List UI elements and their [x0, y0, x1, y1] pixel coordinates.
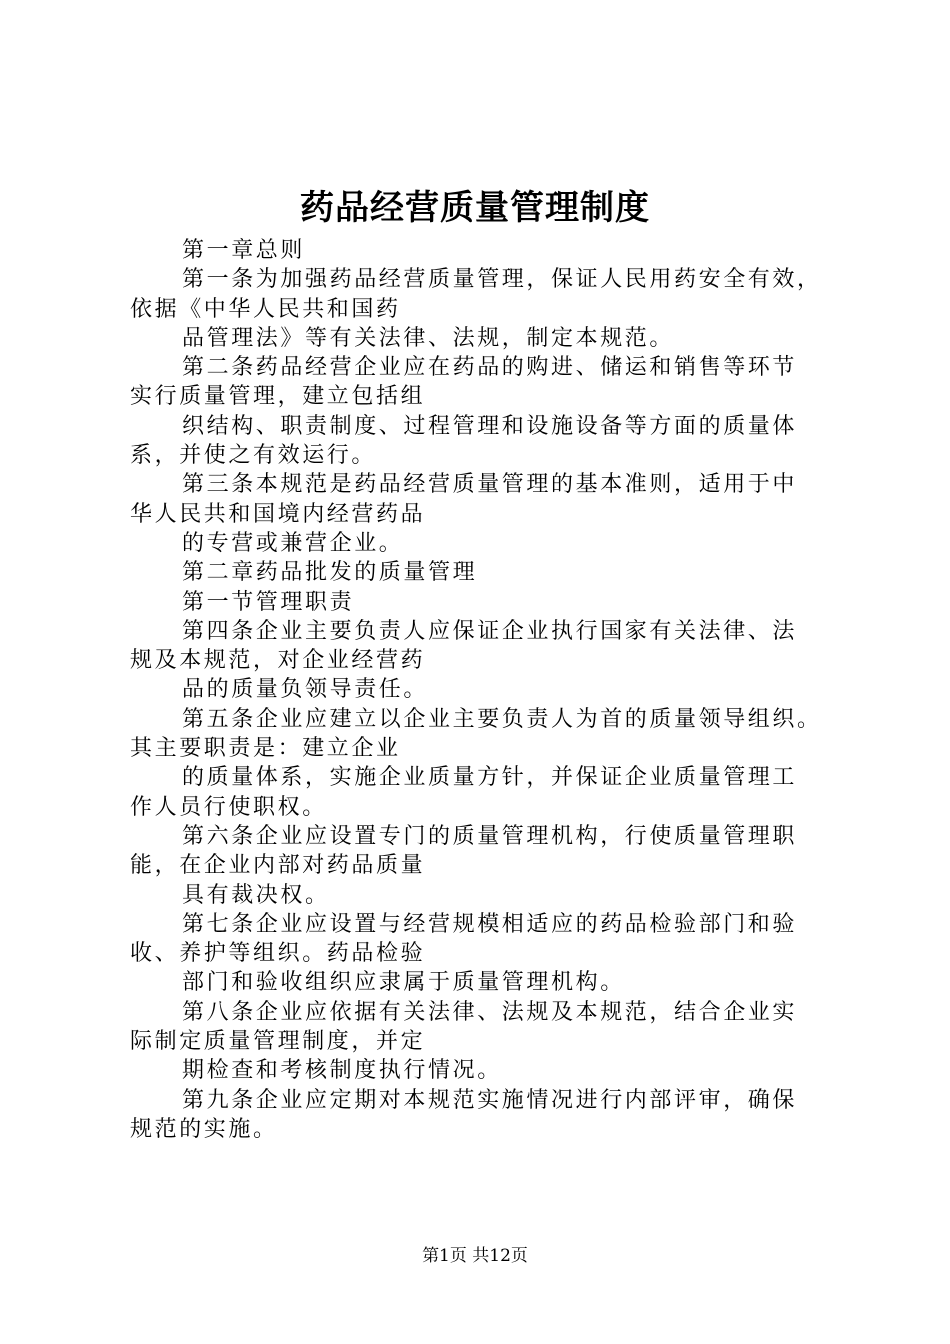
document-body: [130, 236, 845, 1144]
page-footer: 第1页 共12页: [422, 1246, 528, 1266]
body-line: 第六条企业应设置专门的质量管理机构，行使质量管理职: [182, 823, 798, 849]
body-line: 第二条药品经营企业应在药品的购进、储运和销售等环节: [182, 355, 798, 381]
body-line: 第一节管理职责: [182, 589, 355, 615]
body-line: 具有裁决权。: [182, 882, 330, 908]
body-line: 的专营或兼营企业。: [182, 530, 404, 556]
body-line: 的质量体系，实施企业质量方针，并保证企业质量管理工: [182, 765, 798, 791]
body-line: 第九条企业应定期对本规范实施情况进行内部评审，确保: [182, 1087, 798, 1113]
body-line: 第三条本规范是药品经营质量管理的基本准则，适用于中: [182, 472, 798, 498]
body-line: 规范的实施。: [130, 1116, 278, 1142]
document-title: 药品经营质量管理制度: [300, 188, 650, 228]
body-line: 实行质量管理，建立包括组: [130, 384, 426, 410]
body-line: 第八条企业应依据有关法律、法规及本规范，结合企业实: [182, 999, 798, 1025]
body-line: 品管理法》等有关法律、法规，制定本规范。: [182, 325, 675, 351]
body-line: 第四条企业主要负责人应保证企业执行国家有关法律、法: [182, 618, 798, 644]
body-line: 系，并使之有效运行。: [130, 443, 377, 469]
body-line: 第二章药品批发的质量管理: [182, 560, 478, 586]
body-line: 际制定质量管理制度，并定: [130, 1029, 426, 1055]
body-line: 收、养护等组织。药品检验: [130, 941, 426, 967]
body-line: 第五条企业应建立以企业主要负责人为首的质量领导组织。: [182, 706, 822, 732]
body-line: 华人民共和国境内经营药品: [130, 501, 426, 527]
body-line: 第一章总则: [182, 238, 306, 263]
body-line: 依据《中华人民共和国药: [130, 296, 401, 322]
body-line: 能，在企业内部对药品质量: [130, 853, 426, 879]
body-line: 作人员行使职权。: [130, 794, 327, 820]
body-line: 第七条企业应设置与经营规模相适应的药品检验部门和验: [182, 911, 798, 937]
body-line: 其主要职责是：建立企业: [130, 736, 401, 762]
body-line: 品的质量负领导责任。: [182, 677, 429, 703]
body-line: 织结构、职责制度、过程管理和设施设备等方面的质量体: [182, 413, 798, 439]
body-line: 第一条为加强药品经营质量管理，保证人民用药安全有效，: [182, 267, 822, 293]
body-line: 期检查和考核制度执行情况。: [182, 1058, 502, 1084]
body-line: 规及本规范，对企业经营药: [130, 648, 426, 674]
body-line: 部门和验收组织应隶属于质量管理机构。: [182, 970, 625, 996]
